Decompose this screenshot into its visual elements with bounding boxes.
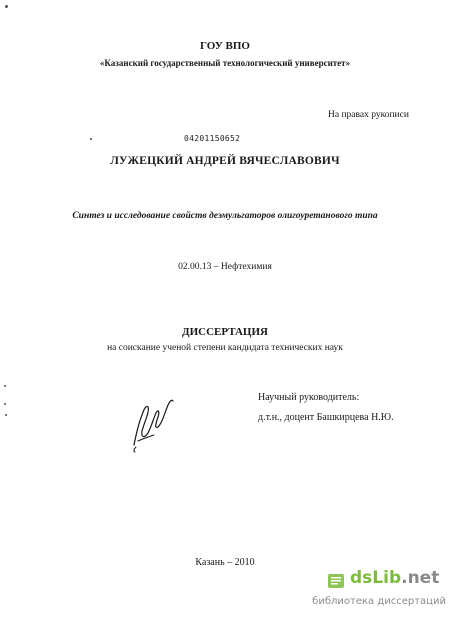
city-year: Казань – 2010 — [195, 557, 255, 568]
supervisor-label: Научный руководитель: — [258, 392, 360, 403]
specialty-code: 02.00.13 – Нефтехимия — [178, 262, 272, 272]
scan-speck — [4, 385, 6, 387]
university-name: «Казанский государственный технологический университет» — [99, 58, 351, 68]
scan-speck — [5, 414, 7, 416]
watermark-logo-main: dsLib — [350, 568, 402, 588]
manuscript-note: На правах рукописи — [328, 110, 409, 120]
degree-description: на соискание ученой степени кандидата технических наук — [107, 343, 343, 353]
dslib-watermark — [286, 568, 446, 614]
book-icon — [326, 571, 346, 591]
scan-speck — [5, 5, 8, 8]
thesis-title: Синтез и исследование свойств деэмульгаторов олигоуретанового типа — [72, 211, 378, 221]
scan-speck — [4, 403, 6, 405]
watermark-logo-suffix: .net — [401, 568, 440, 588]
scan-speck — [90, 138, 92, 140]
author-name: ЛУЖЕЦКИЙ АНДРЕЙ ВЯЧЕСЛАВОВИЧ — [110, 155, 340, 167]
inventory-number: 04201150652 — [184, 134, 241, 143]
document-type: ДИССЕРТАЦИЯ — [182, 326, 268, 338]
watermark-logo — [350, 568, 439, 588]
organization-title: ГОУ ВПО — [200, 40, 250, 52]
watermark-tagline: библиотека диссертаций — [312, 596, 446, 607]
handwritten-signature — [128, 395, 176, 453]
supervisor-name: д.т.н., доцент Башкирцева Н.Ю. — [258, 412, 394, 423]
